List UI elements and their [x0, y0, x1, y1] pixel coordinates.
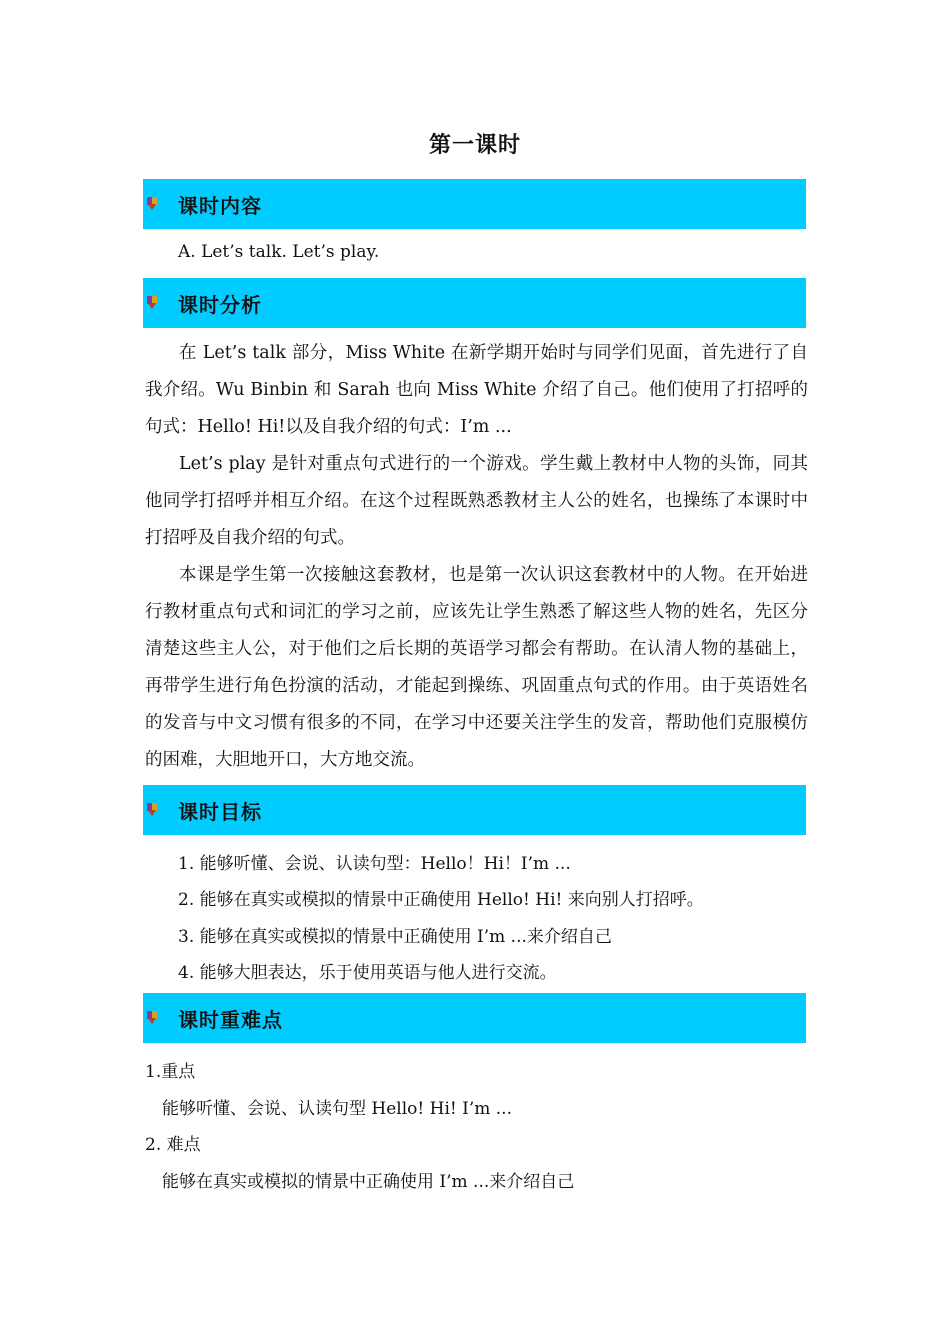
section-heading: 课时重难点 [178, 1007, 283, 1032]
analysis-paragraph-1: 在 Let’s talk 部分，Miss White 在新学期开始时与同学们见面，首先进行了自我介绍。Wu Binbin 和 Sarah 也向 Miss White 介绍了自己。他们使用了打招呼的句式：Hello! Hi!以及自我介绍的句式：I’m ... [145, 343, 808, 437]
goal-item-1: 1. 能够听懂、会说、认读句型：Hello！Hi！I’m ... [178, 854, 571, 874]
section-header-analysis [143, 278, 806, 328]
analysis-paragraph-3: 本课是学生第一次接触这套教材，也是第一次认识这套教材中的人物。在开始进行教材重点句式和词汇的学习之前，应该先让学生熟悉了解这些人物的姓名，先区分清楚这些主人公，对于他们之后长期的英语学习都会有帮助。在认清人物的基础上，再带学生进行角色扮演的活动，才能起到操练、巩固重点句式的作用。由于英语姓名的发音与中文习惯有很多的不同，在学习中还要关注学生的发音，帮助他们克服模仿的困难，大胆地开口，大方地交流。 [145, 565, 808, 770]
section-header-goals [143, 785, 806, 835]
goal-item-2: 2. 能够在真实或模拟的情景中正确使用 Hello! Hi! 来向别人打招呼。 [178, 890, 704, 910]
page-title: 第一课时 [428, 133, 521, 158]
section-header-key-points [143, 993, 806, 1043]
focus-text: 能够听懂、会说、认读句型 Hello! Hi! I’m ... [162, 1099, 512, 1119]
bookmark-icon [145, 197, 159, 211]
bookmark-icon [145, 803, 159, 817]
difficulty-text: 能够在真实或模拟的情景中正确使用 I’m ...来介绍自己 [162, 1172, 575, 1192]
goal-item-4: 4. 能够大胆表达，乐于使用英语与他人进行交流。 [178, 963, 557, 983]
section-heading: 课时分析 [178, 292, 262, 317]
analysis-paragraph-2: Let’s play 是针对重点句式进行的一个游戏。学生戴上教材中人物的头饰，同其他同学打招呼并相互介绍。在这个过程既熟悉教材主人公的姓名，也操练了本课时中打招呼及自我介绍的句式。 [145, 454, 808, 548]
section-heading: 课时内容 [178, 193, 262, 218]
difficulty-label: 2. 难点 [145, 1135, 201, 1155]
content-text: A. Let’s talk. Let’s play. [178, 242, 380, 262]
bookmark-icon [145, 296, 159, 310]
focus-label: 1.重点 [145, 1062, 196, 1082]
section-heading: 课时目标 [178, 799, 262, 824]
bookmark-icon [145, 1011, 159, 1025]
goal-item-3: 3. 能够在真实或模拟的情景中正确使用 I’m ...来介绍自己 [178, 927, 612, 947]
section-header-content [143, 179, 806, 229]
